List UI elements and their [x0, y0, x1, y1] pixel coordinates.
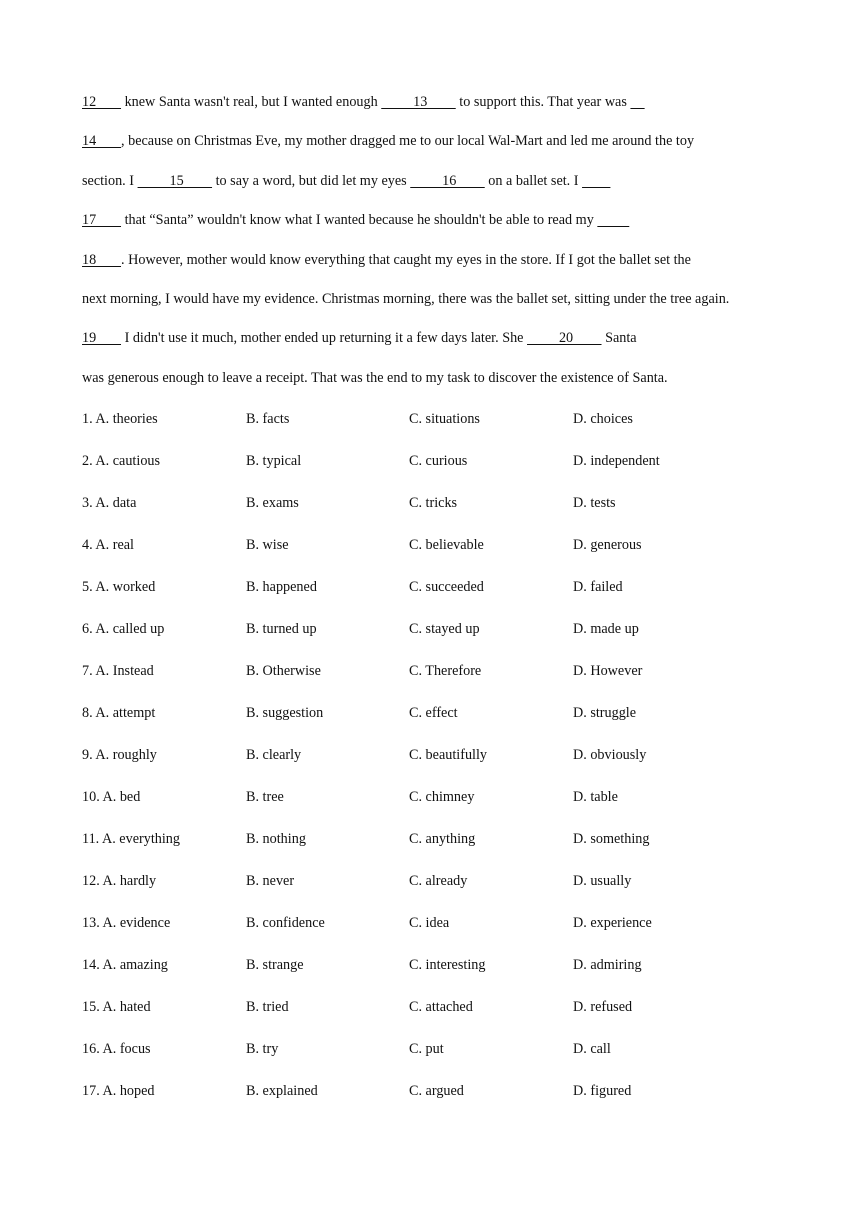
option-c: C. Therefore: [409, 663, 482, 679]
option-d: D. figured: [573, 1083, 632, 1099]
option-b: B. explained: [246, 1083, 318, 1099]
option-a: 2. A. cautious: [82, 453, 161, 469]
option-c: C. put: [409, 1041, 444, 1057]
passage-line: [82, 248, 782, 287]
option-b: B. Otherwise: [246, 663, 321, 679]
option-c: C. curious: [409, 453, 468, 469]
question-row: [82, 450, 782, 492]
question-row: [82, 744, 782, 786]
passage-text: . However, mother would know everything that caught my eyes in the store. If I got the ballet set the: [121, 251, 691, 268]
answer-options-list: [82, 408, 782, 1122]
passage-text: next morning, I would have my evidence. Christmas morning, there was the ballet set, sitting under the tree again.: [82, 290, 730, 307]
answer-blank: 15: [137, 172, 213, 189]
option-b: B. wise: [246, 537, 289, 553]
question-row: [82, 870, 782, 912]
option-a: 14. A. amazing: [82, 957, 168, 973]
question-row: [82, 786, 782, 828]
question-row: [82, 492, 782, 534]
option-c: C. argued: [409, 1083, 464, 1099]
question-row: [82, 1038, 782, 1080]
passage-text: Santa: [601, 330, 637, 347]
option-b: B. facts: [246, 411, 290, 427]
passage-text: that “Santa” wouldn't know what I wanted because he shouldn't be able to read my: [121, 212, 598, 229]
option-b: B. try: [246, 1041, 279, 1057]
passage-text: , because on Christmas Eve, my mother dragged me to our local Wal-Mart and led me around the toy: [121, 133, 695, 150]
option-d: D. something: [573, 831, 650, 847]
question-row: [82, 912, 782, 954]
passage-text: was generous enough to leave a receipt. That was the end to my task to discover the existence of Santa.: [82, 369, 668, 386]
option-b: B. strange: [246, 957, 304, 973]
question-row: [82, 534, 782, 576]
passage-text: I didn't use it much, mother ended up returning it a few days later. She: [121, 330, 528, 347]
option-c: C. succeeded: [409, 579, 484, 595]
question-row: [82, 660, 782, 702]
option-a: 17. A. hoped: [82, 1083, 155, 1099]
option-c: C. already: [409, 873, 468, 889]
option-a: 3. A. data: [82, 495, 137, 511]
answer-blank: [582, 173, 610, 189]
option-a: 15. A. hated: [82, 999, 151, 1015]
option-a: 6. A. called up: [82, 621, 165, 637]
option-b: B. never: [246, 873, 295, 889]
option-b: B. confidence: [246, 915, 325, 931]
option-b: B. happened: [246, 579, 317, 595]
option-a: 5. A. worked: [82, 579, 156, 595]
option-b: B. clearly: [246, 747, 302, 763]
passage-line: [82, 366, 782, 405]
option-a: 9. A. roughly: [82, 747, 157, 763]
answer-blank: 12: [82, 94, 122, 110]
passage-line: [82, 169, 782, 208]
option-c: C. believable: [409, 537, 484, 553]
passage-text: to support this. That year was: [455, 94, 631, 110]
option-b: B. tried: [246, 999, 289, 1015]
answer-blank: [597, 212, 629, 228]
option-c: C. idea: [409, 915, 450, 931]
option-d: D. made up: [573, 621, 639, 637]
answer-blank: 13: [381, 94, 456, 110]
passage-line: [82, 90, 782, 129]
passage-text: on a ballet set. I: [484, 172, 583, 189]
option-a: 4. A. real: [82, 537, 135, 553]
question-row: [82, 576, 782, 618]
option-c: C. stayed up: [409, 621, 480, 637]
answer-blank: [630, 94, 644, 110]
option-d: D. admiring: [573, 957, 642, 973]
option-c: C. situations: [409, 411, 480, 427]
option-a: 16. A. focus: [82, 1041, 151, 1057]
option-c: C. interesting: [409, 957, 486, 973]
option-d: D. generous: [573, 537, 642, 553]
question-row: [82, 618, 782, 660]
option-c: C. beautifully: [409, 747, 488, 763]
option-d: D. failed: [573, 579, 623, 595]
question-row: [82, 828, 782, 870]
passage-line: [82, 208, 782, 247]
question-row: [82, 1080, 782, 1122]
answer-blank: 16: [410, 172, 485, 189]
option-a: 11. A. everything: [82, 831, 180, 847]
answer-blank: 20: [527, 330, 602, 347]
option-d: D. struggle: [573, 705, 637, 721]
option-d: D. tests: [573, 495, 616, 511]
option-c: C. tricks: [409, 495, 458, 511]
question-row: [82, 996, 782, 1038]
option-c: C. attached: [409, 999, 473, 1015]
option-d: D. table: [573, 789, 618, 805]
answer-blank: 14: [82, 133, 122, 150]
option-b: B. suggestion: [246, 705, 324, 721]
answer-blank: 18: [82, 251, 122, 268]
option-b: B. typical: [246, 453, 302, 469]
option-d: D. However: [573, 663, 643, 679]
option-c: C. effect: [409, 705, 458, 721]
passage-text: section. I: [82, 172, 138, 189]
answer-blank: 19: [82, 330, 122, 347]
option-a: 13. A. evidence: [82, 915, 171, 931]
option-d: D. experience: [573, 915, 652, 931]
option-a: 10. A. bed: [82, 789, 141, 805]
option-d: D. independent: [573, 453, 660, 469]
passage-text: knew Santa wasn't real, but I wanted enough: [121, 94, 382, 110]
option-a: 12. A. hardly: [82, 873, 157, 889]
option-b: B. nothing: [246, 831, 306, 847]
answer-blank: 17: [82, 212, 122, 229]
option-d: D. usually: [573, 873, 632, 889]
option-b: B. turned up: [246, 621, 317, 637]
option-c: C. anything: [409, 831, 476, 847]
option-a: 7. A. Instead: [82, 663, 154, 679]
option-a: 1. A. theories: [82, 411, 158, 427]
question-row: [82, 408, 782, 450]
option-b: B. exams: [246, 495, 299, 511]
option-d: D. refused: [573, 999, 633, 1015]
option-a: 8. A. attempt: [82, 705, 156, 721]
option-d: D. obviously: [573, 747, 647, 763]
option-b: B. tree: [246, 789, 284, 805]
passage-line: [82, 287, 782, 326]
option-d: D. choices: [573, 411, 633, 427]
cloze-passage: [82, 90, 782, 405]
option-c: C. chimney: [409, 789, 475, 805]
option-d: D. call: [573, 1041, 611, 1057]
question-row: [82, 954, 782, 996]
passage-line: [82, 129, 782, 168]
passage-line: [82, 326, 782, 365]
question-row: [82, 702, 782, 744]
passage-text: to say a word, but did let my eyes: [212, 172, 411, 189]
